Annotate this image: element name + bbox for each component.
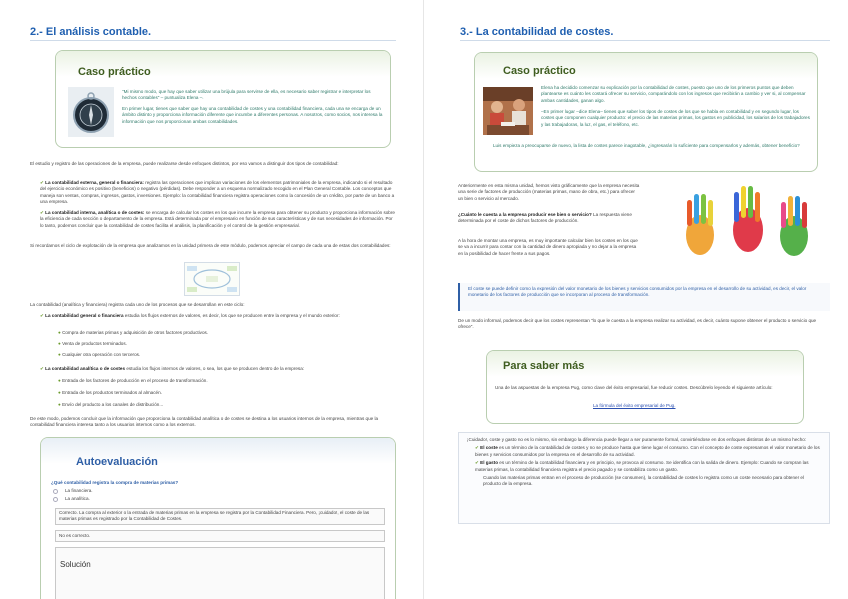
bullet-general	[40, 313, 396, 319]
case-quote: "Mi mismo modo, que hay que saber utilizar una brújula para servirse de ella, es necesario saber registrar e interpretar los hechos contables" – puntualiza Elena –.	[122, 89, 371, 101]
check-icon: ✔	[40, 313, 46, 318]
solution-box[interactable]	[55, 547, 385, 599]
bullet-financial	[40, 180, 396, 206]
definition-text: El coste se puede definir como la expresión del valor monetario de los bienes y servicios consumidos por la empresa en el desarrollo de su actividad, es decir, el valor monetario de los factores de producción que se incorporan al proceso de transformación.	[468, 286, 807, 298]
warning-text: ¡Cuidado!, coste y gasto no es lo mismo, sin embargo la diferencia puede llegar a ser puramente formal, convirtiéndose en dos enfoques distintos de un mismo hecho:	[467, 437, 807, 442]
check-icon: ✔	[40, 210, 46, 215]
point-expense	[467, 460, 821, 473]
bullet-dot-icon: ●	[58, 352, 63, 357]
bullet-dot-icon: ●	[58, 341, 63, 346]
bullet-bold: La contabilidad externa, general o financiera:	[45, 180, 144, 185]
self-assessment-box	[40, 437, 396, 599]
sub-item-text: Envío del producto a los canales de distribución...	[62, 402, 164, 407]
check-icon: ✔	[40, 366, 46, 371]
bullet-dot-icon: ●	[58, 378, 63, 383]
bullet-text: se encarga de calcular los costes en los que incurre la empresa para obtener su producto y proporciona información sobre la eficiencia de cada sección o departamento de la empresa. Está determinada por el empresario en función de sus características y de sus necesidades de información. Por lo tanto, podemos concluir que la contabilidad de costes facilita el análisis, la planificación y el control de la gestión empresarial.	[40, 210, 395, 228]
intro-text: El estudio y registro de las operaciones de la empresa, puede realizarse desde enfoques distintos, por eso vamos a distinguir dos tipos de contabilidad:	[30, 161, 339, 166]
quiz-question: ¿Qué contabilidad registra la compra de materias primas?	[51, 480, 179, 485]
feedback-incorrect: No es correcto.	[55, 530, 385, 542]
informal-text: De un modo informal, podemos decir que los costes representan "lo que le cuesta a la empresa realizar su actividad, es decir, cuánto supone obtener el producto o servicio que ofrece".	[458, 318, 817, 330]
sub-item-text: Entrada de los factores de producción en el proceso de transformación.	[62, 378, 208, 383]
cycle-diagram[interactable]	[184, 262, 240, 296]
conclusion-text: De este modo, podemos concluir que la información que proporciona la contabilidad analítica o de costes se destina a los usuarios internos de la empresa, mientras que la contabilidad financiera interesa tanto a los usuarios internos como a los externos.	[30, 416, 379, 428]
students-photo	[483, 87, 533, 135]
sub-item-text: Venta de productos terminados.	[62, 341, 127, 346]
feedback-correct: Correcto. La compra al exterior o la entrada de materias primas en la empresa se registra por la Contabilidad Financiera. Pero, ¡cuidado!, el coste de las materias primas es registrado por la Contabilidad de Costes.	[55, 508, 385, 525]
radio-option-2[interactable]	[53, 497, 58, 502]
bullet-text: estudia los flujos externos de valores, es decir, los que se producen entre la empresa y el mundo exterior:	[123, 313, 340, 318]
sub-item-text: Entrada de los productos terminados al almacén.	[62, 390, 162, 395]
option-label: La analítica.	[65, 496, 90, 501]
more-info-title: Para saber más	[503, 360, 585, 372]
case-body: En primer lugar, tienes que saber que hay una contabilidad de costes y una contabilidad financiera, cada una se encarga de un ámbito distinto y proporciona información diferente que incumbe a diferentes personas. A nosotros, como socios, nos interesa la información que nos proporcionan ambas contabilidades.	[122, 106, 383, 124]
bullet-dot-icon: ●	[58, 390, 63, 395]
bullet-bold: La contabilidad general o financiera	[45, 313, 124, 318]
sub-item	[58, 402, 163, 408]
founding-text: A la hora de montar una empresa, es muy importante calcular bien los costes en los que se va a incurrir para contar con la cantidad de dinero apropiada y no dejar a la empresa en la posibilidad de hacer frente a sus pagos.	[458, 238, 638, 256]
sub-item	[58, 341, 127, 347]
bullet-text: estudia los flujos internos de valores, o sea, los que se producen dentro de la empresa:	[125, 366, 305, 371]
case-paragraph-3: Luis empieza a preocuparse de nuevo, la lista de costes parece inagotable, ¿ingresarán lo suficiente para compensarlos y además, obtener beneficio?	[493, 143, 800, 148]
point-text: es un término de la contabilidad de costes y no se produce hasta que tiene lugar el consumo. Con el concepto de coste expresamos el valor monetario de los bienes y servicios consumidos por la empresa en el desarrollo de su actividad.	[475, 445, 820, 457]
question-rest: La respuesta viene determinada por el coste de dichos factores de producción.	[458, 212, 632, 224]
bullet-dot-icon: ●	[58, 330, 63, 335]
cycle-text: Si recordamos el ciclo de explotación de la empresa que analizamos en la unidad primera de este módulo, podemos apreciar el campo de cada una de estas dos contabilidades:	[30, 243, 391, 248]
point-bold: El coste	[480, 445, 498, 451]
bullet-analytic	[40, 210, 396, 229]
self-assessment-title: Autoevaluación	[76, 456, 158, 468]
sub-item	[58, 390, 162, 396]
case-study-title: Caso práctico	[78, 66, 151, 78]
case-study-title: Caso práctico	[503, 65, 576, 77]
definition-box	[458, 283, 830, 311]
final-note: Cuando las materias primas entran en el proceso de producción (se consumen), la contabilidad de costes lo registra como un coste necesario para obtener el producto de la empresa.	[483, 475, 804, 487]
intro-text: Anteriormente en esta misma unidad, hemos visto gráficamente que la empresa necesita una serie de factores de producción (materias primas, mano de obra, etc.) para ofrecer un bien o servicio al mercado.	[458, 183, 640, 201]
check-icon: ✔	[40, 180, 46, 185]
point-bold: El gasto	[480, 460, 499, 466]
question-text	[458, 212, 640, 225]
point-cost	[467, 445, 821, 458]
bullet-bold: La contabilidad interna, analítica o de costes:	[45, 210, 145, 215]
case-study-box	[55, 50, 391, 148]
more-info-box	[486, 350, 804, 424]
bullet-costs	[40, 366, 396, 372]
sub-item	[58, 378, 208, 384]
check-icon: ✔	[475, 460, 481, 466]
case-study-box	[474, 52, 818, 172]
diagram-caption: La contabilidad (analítica y financiera) registra cada uno de los procesos que se desarrollan en este ciclo:	[30, 302, 245, 307]
sub-item	[58, 352, 140, 358]
section-rule	[460, 40, 830, 41]
case-paragraph-1: Elena ha decidido comenzar su explicación por la contabilidad de costes, puesto que uno de los primeros puntos que deben plantearse es cuánto les costará ofrecer su servicio, comparándolo con los ingresos que recibirán a cambio y ver si, al compensar ambas cantidades, ganan algo.	[541, 85, 806, 103]
painted-hands-image	[660, 180, 832, 266]
bullet-text: registra las operaciones que implican variaciones de los elementos patrimoniales de la empresa, indicando si el resultado del ejercicio económico es positivo (beneficios) o negativo (pérdidas). Debe responder a un esquema normalizado recogido en el Plan General Contable. Los conceptos que maneja son ventas, compras, ingresos, gastos, inversiones. Ejemplo: la contabilidad financiera registra operaciones como la concesión de un crédito, por parte de un banco a una empresa.	[40, 180, 395, 205]
more-info-text: Una de las aspuestas de la empresa Pug, como clave del éxito empresarial, fue reducir costes. Descúbrelo leyendo el siguiente artículo:	[495, 385, 773, 390]
sub-item-text: Cualquier otra operación con terceros.	[62, 352, 141, 357]
sub-item	[58, 330, 208, 336]
compass-image	[68, 87, 114, 137]
sub-item-text: Compra de materias primas y adquisición de otros factores productivos.	[62, 330, 209, 335]
warning-box	[458, 432, 830, 524]
right-page	[424, 0, 848, 599]
section-title: 2.- El análisis contable.	[30, 26, 152, 38]
solution-label: Solución	[60, 560, 91, 569]
check-icon: ✔	[475, 445, 481, 451]
question-bold: ¿Cuánto le cuesta a la empresa producir ese bien o servicio?	[458, 212, 592, 217]
bullet-dot-icon: ●	[58, 402, 63, 407]
radio-option-1[interactable]	[53, 489, 58, 494]
bullet-bold: La contabilidad analítica o de costes	[45, 366, 126, 371]
option-label: La financiera.	[65, 488, 93, 493]
section-title: 3.- La contabilidad de costes.	[460, 26, 614, 38]
point-text: es un término de la contabilidad financiera y en principio, se provoca al consumo. Se identifica con la salida de dinero. Ejemplo: Cuando se compran las materias primas, la contabilidad financiera registra el precio pagado y se contabiliza como un gasto.	[475, 460, 809, 472]
section-rule	[30, 40, 396, 41]
article-link[interactable]: La fórmula del éxito empresarial de Pug.	[593, 403, 676, 408]
case-paragraph-2: –En primer lugar –dice Elena– tienes que saber los tipos de costes de los que se habla en contabilidad y en segundo lugar, los costes que componen cualquier producto: el precio de las materias primas, los gastos en publicidad, los salarios de los trabajadores y las trabajadoras, la luz, el gas, el teléfono, etc.	[541, 109, 810, 127]
